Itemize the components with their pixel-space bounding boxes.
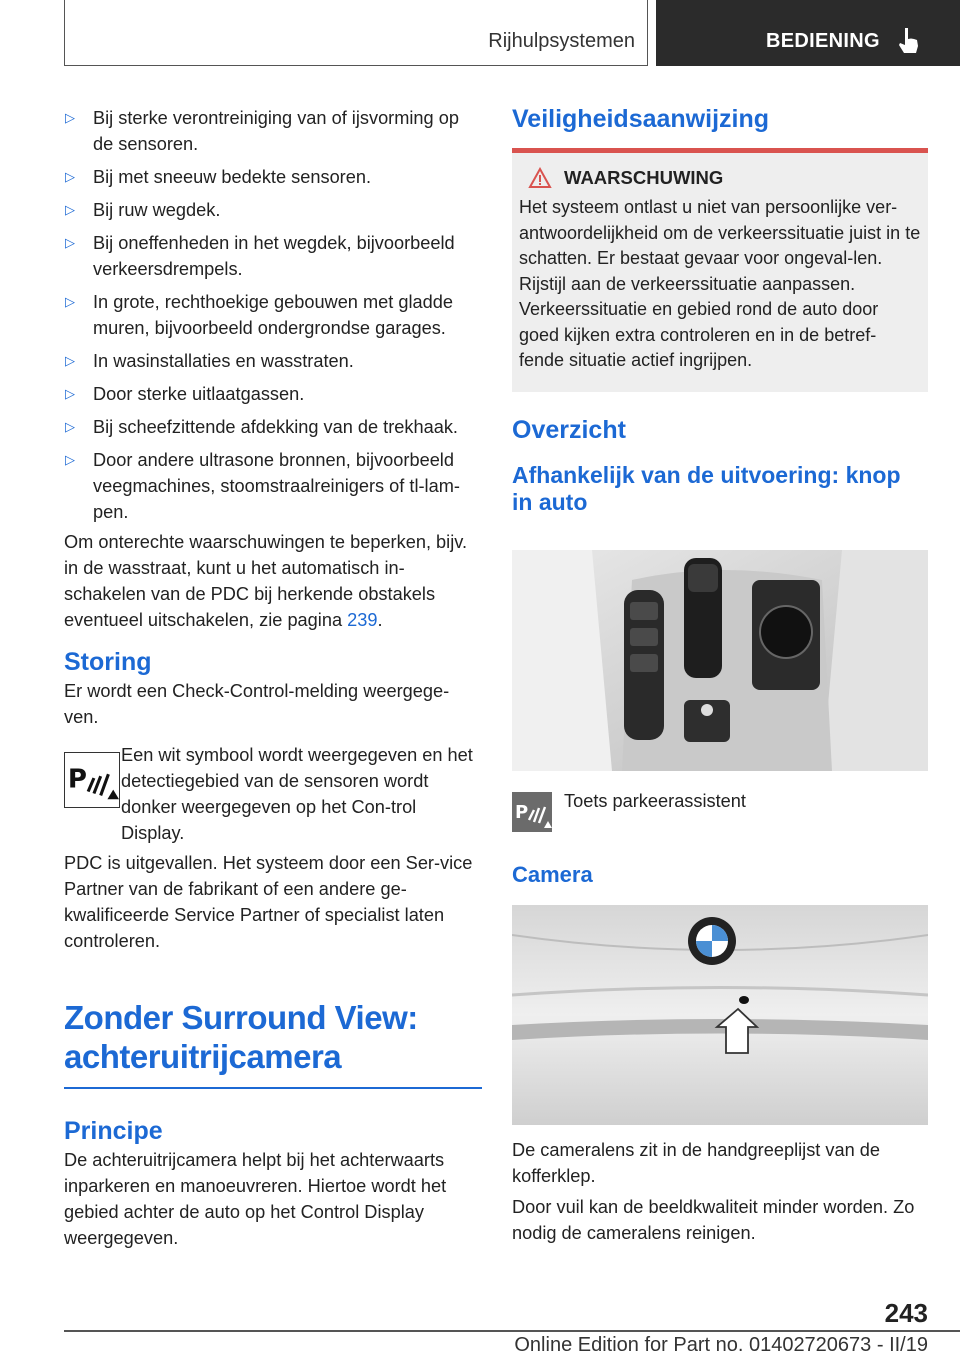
main-section-heading: Zonder Surround View: achteruitrijcamera: [64, 999, 418, 1075]
overview-heading: Overzicht: [512, 415, 626, 444]
svg-text:P: P: [67, 764, 87, 795]
park-assist-button-icon: [512, 792, 552, 832]
list-item: ▷ Bij sterke verontreiniging van of ijsvorming op de sensoren.: [64, 105, 482, 157]
triangle-bullet-icon: ▷: [65, 386, 75, 401]
footer-divider: [64, 1330, 960, 1332]
edition-text: Online Edition for Part no. 01402720673 - II/19: [514, 1334, 928, 1356]
principe-text: De achteruitrijcamera helpt bij het achterwaarts inparkeren en manoeuvreren. Hiertoe wordt het gebied achter de auto op het Control Display weergegeven.: [64, 1150, 447, 1248]
rear-camera-photo: [512, 905, 928, 1125]
hand-pointer-icon: [893, 26, 923, 56]
camera-heading: Camera: [512, 862, 593, 887]
pdc-icon-description: Een wit symbool wordt weergegeven en het detectiegebied van de sensoren wordt donker weergegeven op het Con-trol Display.: [121, 745, 473, 843]
triangle-bullet-icon: ▷: [65, 294, 75, 309]
principe-heading: Principe: [64, 1117, 163, 1145]
camera-text-2: Door vuil kan de beeldkwaliteit minder worden. Zo nodig de cameralens reinigen.: [512, 1197, 915, 1243]
list-item: ▷ Door andere ultrasone bronnen, bijvoorbeeld veegmachines, stoomstraalreinigers of tl-lam-pen.: [64, 447, 482, 525]
warning-box: [512, 153, 928, 392]
header-section-tab: [64, 0, 648, 66]
camera-text-1: De cameralens zit in de handgreeplijst van de kofferklep.: [512, 1140, 881, 1186]
triangle-bullet-icon: ▷: [65, 169, 75, 184]
list-item: ▷ Bij met sneeuw bedekte sensoren.: [64, 164, 482, 190]
list-item: ▷ In grote, rechthoekige gebouwen met gladde muren, bijvoorbeeld ondergrondse garages.: [64, 289, 482, 341]
triangle-bullet-icon: ▷: [65, 110, 75, 125]
pdc-icon-block: [64, 742, 482, 846]
list-item: ▷ Bij scheefzittende afdekking van de trekhaak.: [64, 414, 482, 440]
pdc-failure-text: PDC is uitgevallen. Het systeem door een Ser-vice Partner van de fabrikant of een andere ge-kwalificeerde Service Partner of specialist laten controleren.: [64, 853, 473, 951]
list-item: ▷ In wasinstallaties en wasstraten.: [64, 348, 482, 374]
condition-list: [64, 105, 482, 525]
safety-heading: Veiligheidsaanwijzing: [512, 105, 770, 133]
triangle-bullet-icon: ▷: [65, 419, 75, 434]
button-caption: Toets parkeerassistent: [564, 791, 746, 811]
header-chapter-tab: [656, 0, 960, 66]
storing-heading: Storing: [64, 648, 152, 676]
triangle-bullet-icon: ▷: [65, 452, 75, 467]
warning-triangle-icon: [528, 167, 552, 189]
list-item: ▷ Door sterke uitlaatgassen.: [64, 381, 482, 407]
pdc-sensor-icon: [64, 752, 120, 808]
heading-divider: [64, 1087, 482, 1089]
page-link[interactable]: 239: [347, 610, 378, 630]
svg-text:P: P: [515, 802, 529, 823]
right-column: [512, 100, 928, 516]
triangle-bullet-icon: ▷: [65, 353, 75, 368]
triangle-bullet-icon: ▷: [65, 202, 75, 217]
header-chapter-title: BEDIENING: [766, 30, 880, 52]
center-console-photo: [512, 550, 928, 771]
list-item: ▷ Bij oneffenheden in het wegdek, bijvoorbeeld verkeersdrempels.: [64, 230, 482, 282]
page-number: 243: [884, 1298, 928, 1328]
pdc-auto-paragraph: Om onterechte waarschuwingen te beperken, bijv. in de wasstraat, kunt u het automatisch in-schakelen van de PDC bij herkende obstakels eventueel uitschakelen, zie pagina 239.: [64, 532, 468, 630]
list-item: ▷ Bij ruw wegdek.: [64, 197, 482, 223]
button-subheading: Afhankelijk van de uitvoering: knop in auto: [512, 461, 901, 515]
left-column: [64, 100, 482, 1251]
triangle-bullet-icon: ▷: [65, 235, 75, 250]
header-section-title: Rijhulpsystemen: [488, 30, 635, 52]
storing-text: Er wordt een Check-Control-melding weergege-ven.: [64, 681, 450, 727]
warning-title: WAARSCHUWING: [528, 167, 921, 189]
warning-text: Het systeem ontlast u niet van persoonlijke ver-antwoordelijkheid om de verkeerssituatie juist in te schatten. Er bestaat gevaar voor ongeval-len. Rijstijl aan de verkeerssituatie aanpassen. Verkeerssituatie en gebied rond de auto door goed kijken extra controleren en in de betref-fende situatie actief ingrijpen.: [519, 197, 921, 370]
